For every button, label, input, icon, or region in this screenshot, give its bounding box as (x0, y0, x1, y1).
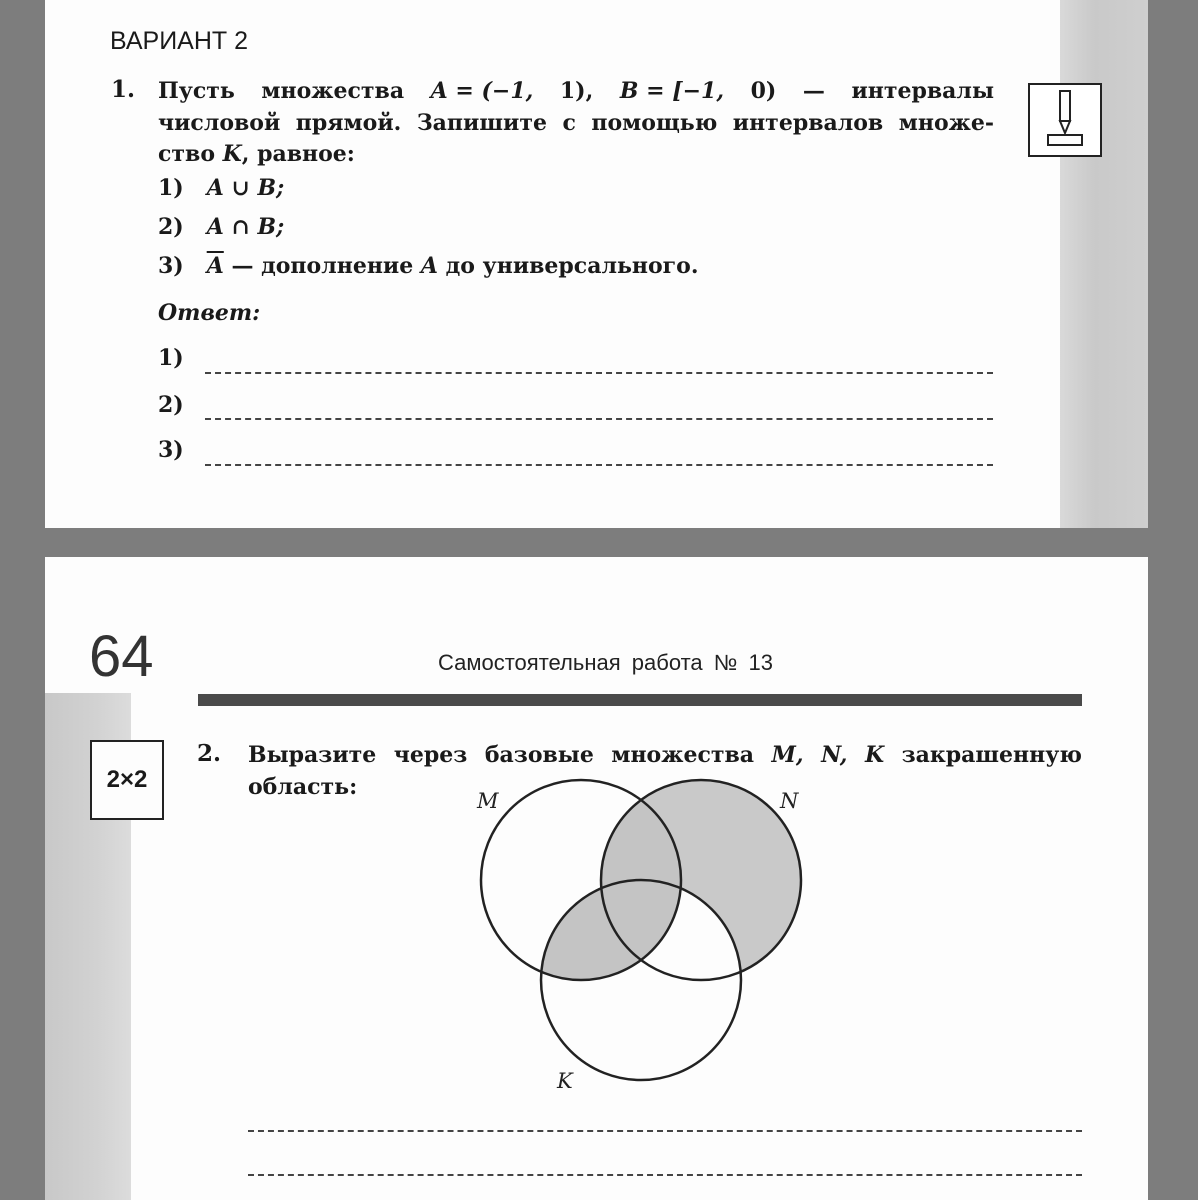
word: прямой. (295, 110, 402, 136)
word: базовые (484, 742, 594, 768)
scan-shading (1060, 0, 1148, 528)
section-title: Самостоятельная работа № 13 (438, 650, 773, 675)
answer-line-2[interactable] (248, 1174, 1082, 1176)
task2-number: 2. (197, 740, 222, 767)
text: до универсального. (437, 253, 699, 279)
answer-row-num: 1) (158, 345, 184, 371)
word: Пусть (158, 78, 235, 104)
word: с (562, 110, 576, 136)
label-n: N (780, 789, 799, 813)
word: закрашенную (901, 742, 1082, 768)
word: помощью (591, 110, 718, 136)
text: — дополнение (223, 253, 421, 279)
set-a: A (420, 253, 438, 279)
text: ство (158, 141, 223, 167)
worksheet-page-bottom (45, 557, 1148, 1200)
variant-heading: ВАРИАНТ 2 (110, 27, 249, 55)
answer-line-1[interactable] (205, 372, 993, 374)
subtask-expr: A ∪ B; (206, 175, 285, 201)
label-m: M (477, 789, 499, 813)
task1-line1 (158, 76, 994, 107)
answer-line-2[interactable] (205, 418, 993, 420)
answer-line-1[interactable] (248, 1130, 1082, 1132)
answer-label: Ответ: (158, 300, 261, 326)
answer-row-num: 3) (158, 437, 184, 463)
word: через (393, 742, 468, 768)
subtask-3 (158, 253, 699, 279)
word: множе- (898, 110, 994, 136)
set-k: K (864, 742, 885, 768)
set-a-def: A = (−1, (430, 78, 534, 104)
task2-line2: область: (248, 774, 358, 800)
word: интервалы (851, 78, 994, 104)
venn-diagram (465, 770, 865, 1090)
difficulty-badge: 2×2 (90, 740, 164, 820)
word: 1), (559, 78, 594, 104)
subtask-1 (158, 175, 284, 201)
page-number: 64 (89, 624, 154, 689)
subtask-num: 1) (158, 175, 184, 201)
subtask-num: 2) (158, 214, 184, 240)
label-k: K (557, 1069, 573, 1090)
word: Выразите (248, 742, 377, 768)
set-n: N, (821, 742, 848, 768)
task2-line1 (248, 740, 1082, 771)
word: числовой (158, 110, 281, 136)
word: — (802, 78, 825, 104)
worksheet-page-top (45, 0, 1148, 528)
word: 0) (750, 78, 777, 104)
word: множества (261, 78, 405, 104)
word: Запишите (416, 110, 547, 136)
header-rule (198, 694, 1082, 706)
subtask-num: 3) (158, 253, 184, 279)
text: , равное: (241, 141, 355, 167)
set-k: K (222, 141, 242, 167)
complement-var: $\overline{A}$ (206, 253, 224, 279)
task1-line2 (158, 108, 994, 139)
set-m: M, (771, 742, 804, 768)
word: множества (611, 742, 755, 768)
subtask-2 (158, 214, 284, 240)
subtask-expr: A ∩ B; (206, 214, 285, 240)
pencil-write-icon (1028, 83, 1102, 157)
task1-line3 (158, 139, 355, 170)
word: интервалов (732, 110, 884, 136)
set-b-def: B = [−1, (619, 78, 724, 104)
answer-row-num: 2) (158, 392, 184, 418)
task1-number: 1. (111, 76, 136, 103)
answer-line-3[interactable] (205, 464, 993, 466)
